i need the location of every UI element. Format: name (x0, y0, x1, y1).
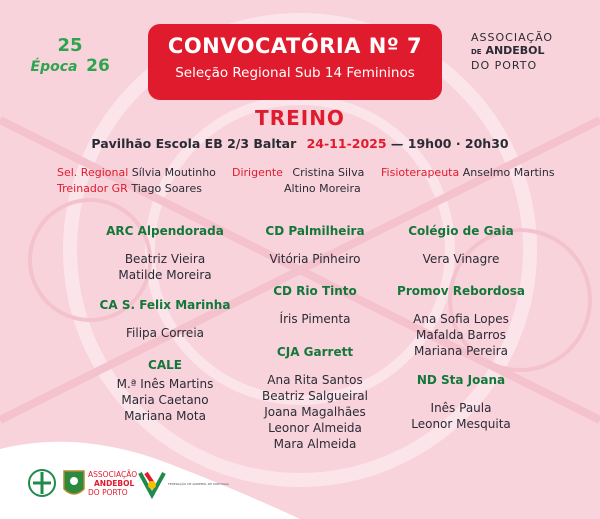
staff-role: Sel. Regional (57, 166, 129, 179)
staff-role: Dirigente (232, 166, 283, 179)
club-name: ND Sta Joana (416, 373, 506, 387)
player-name: Mariana Pereira (414, 344, 508, 358)
club-block (90, 298, 240, 341)
staff-col3 (381, 165, 555, 181)
player-name: Vera Vinagre (422, 252, 500, 266)
club-name: ARC Alpendorada (106, 224, 224, 238)
club-name: CD Rio Tinto (273, 284, 357, 298)
staff-name: Anselmo Martins (462, 166, 555, 179)
club-name: CJA Garrett (276, 345, 354, 359)
staff-role: Fisioterapeuta (381, 166, 460, 179)
assoc-line3: DO PORTO (471, 59, 538, 72)
footer-assoc-line3: DO PORTO (88, 488, 128, 497)
player-name: Beatriz Salgueiral (262, 389, 368, 403)
sponsor-logos (28, 461, 230, 505)
player-name: Matilde Moreira (118, 268, 212, 282)
player-name: M.ª Inês Martins (116, 377, 214, 391)
season-logo-word: Época (30, 59, 78, 75)
season-logo (32, 27, 118, 77)
association-logo (471, 31, 571, 72)
association-crest-icon (64, 471, 84, 494)
staff-name: Sílvia Moutinho (131, 166, 216, 179)
player-name: Mariana Mota (124, 409, 206, 423)
federation-logo-icon (140, 473, 164, 495)
staff-name: Altino Moreira (284, 182, 361, 195)
season-logo-bottom: 26 (86, 56, 110, 76)
federation-text: FEDERAÇÃO DE ANDEBOL DE PORTUGAL (168, 482, 230, 486)
page-subtitle: Seleção Regional Sub 14 Femininos (175, 65, 415, 81)
player-name: Maria Caetano (121, 393, 209, 407)
header-banner (148, 24, 442, 100)
staff-col1 (57, 165, 216, 197)
club-block (240, 284, 390, 327)
player-name: Inês Paula (430, 401, 492, 415)
club-block (386, 373, 536, 432)
player-name: Leonor Mesquita (411, 417, 511, 431)
staff-col2 (232, 165, 364, 197)
player-name: Filipa Correia (126, 326, 204, 340)
player-name: Beatriz Vieira (124, 252, 206, 266)
footer-logos (28, 461, 230, 509)
club-block (240, 345, 390, 452)
session-date: 24-11-2025 (306, 136, 387, 151)
venue: Pavilhão Escola EB 2/3 Baltar (91, 136, 297, 151)
player-name: Leonor Almeida (268, 421, 362, 435)
season-logo-top: 25 (57, 35, 83, 56)
player-name: Mara Almeida (273, 437, 357, 451)
staff-name: Tiago Soares (131, 182, 202, 195)
club-block (386, 284, 536, 359)
session-time: — 19h00 · 20h30 (390, 136, 509, 151)
club-block (240, 224, 390, 267)
session-details (0, 136, 600, 151)
club-name: Promov Rebordosa (397, 284, 525, 298)
footer-assoc-line1: ASSOCIAÇÃO (88, 470, 138, 479)
player-name: Vitória Pinheiro (269, 252, 361, 266)
player-name: Joana Magalhães (264, 405, 366, 419)
page-title: CONVOCATÓRIA Nº 7 (167, 34, 423, 58)
club-name: CD Palmilheira (265, 224, 365, 238)
staff-role: Treinador GR (57, 182, 128, 195)
club-block (386, 224, 536, 267)
club-crest-icon (29, 470, 55, 496)
club-name: CA S. Felix Marinha (99, 298, 231, 312)
session-type: TREINO (255, 106, 345, 130)
club-name: CALE (148, 358, 182, 372)
footer-assoc-line2: ANDEBOL (94, 479, 135, 488)
player-name: Ana Rita Santos (267, 373, 363, 387)
club-name: Colégio de Gaia (408, 224, 514, 238)
club-block (90, 358, 240, 424)
club-block (90, 224, 240, 283)
player-name: Ana Sofia Lopes (413, 312, 509, 326)
player-name: Mafalda Barros (416, 328, 506, 342)
assoc-line1: ASSOCIAÇÃO (471, 31, 554, 44)
staff-name: Cristina Silva (292, 166, 365, 179)
player-name: Íris Pimenta (279, 312, 351, 326)
assoc-line2: ANDEBOL (485, 44, 545, 57)
assoc-prefix: DE (471, 48, 482, 56)
